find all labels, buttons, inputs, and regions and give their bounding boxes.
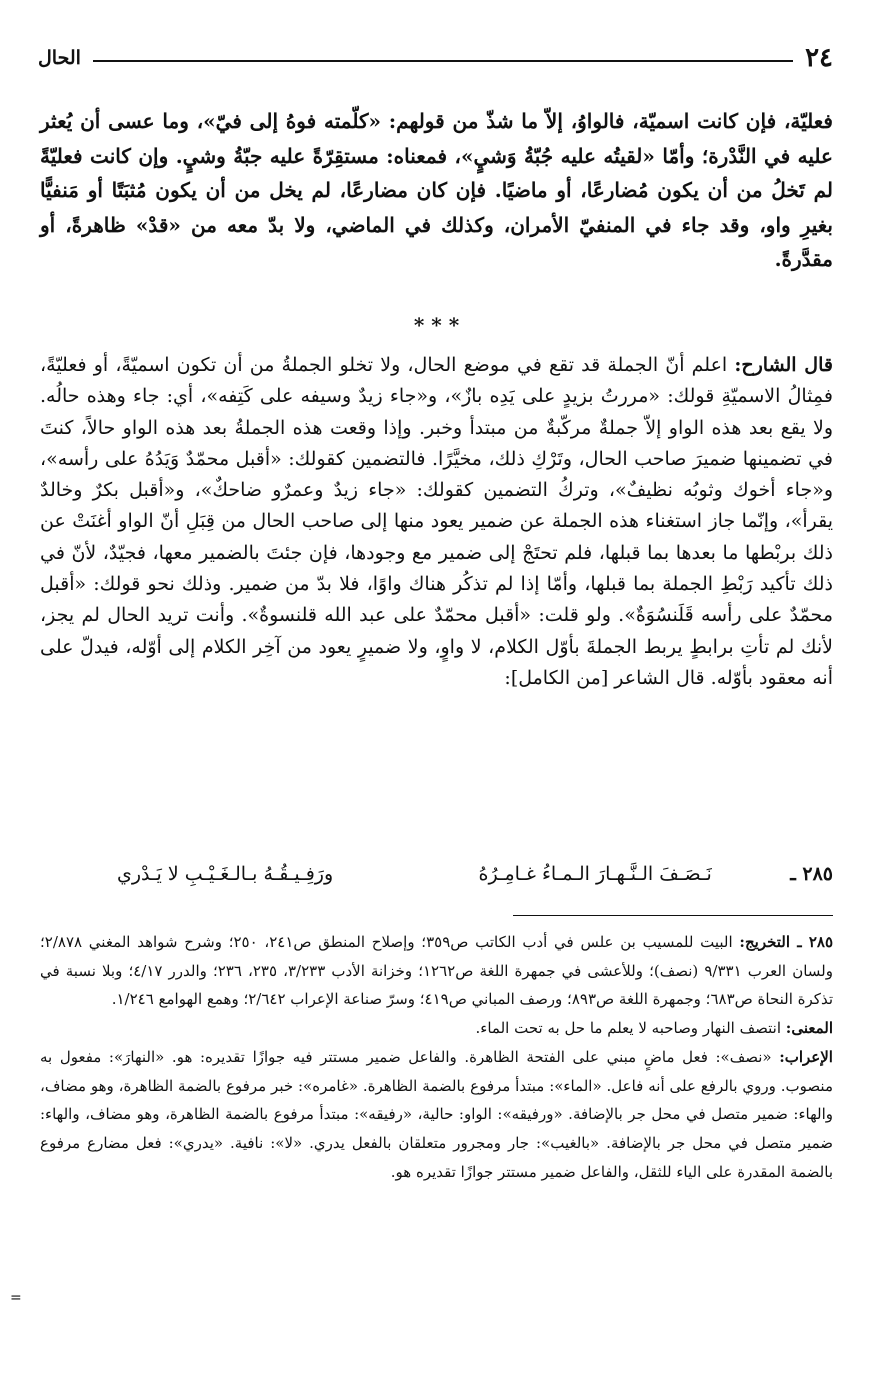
footnote-text: انتصف النهار وصاحبه لا يعلم ما حل به تحت الماء. [475,1019,781,1038]
page-number: ٢٤ [805,43,833,73]
poetry-verse [40,856,833,892]
main-text: فعليّة، فإن كانت اسميّة، فالواوُ، إلاّ ما شذّ من قولهم: «كلّمته فوهُ إلى فيّ»، وما عسى أن يُعثر عليه في النَّدْرة؛ وأمّا «لقيتُه عليه جُبّةُ وَشيٍ»، فمعناه: مستقِرّةً عليه جبّةُ وشيٍ. وإن كانت فعليّةً لم تَخلُ من أن يكون مُضارعًا، أو ماضيًا. فإن كان مضارعًا، لم يخل من أن يكون مُثبَتًا أو مَنفيًّا بغيرِ واو، وقد جاء في المنفيّ الأمران، وكذلك في الماضي، ولا بدّ معه من «قدْ» ظاهرةً، أو مقدَّرةً. [40,109,833,271]
footnote-label: الإعراب: [779,1047,833,1066]
commentary-paragraph [40,350,833,694]
footnote-label: ٢٨٥ ـ التخريج: [739,933,833,951]
verse-number: ٢٨٥ ـ [790,863,833,885]
running-title: الحال [38,47,81,69]
footnote-text: البيت للمسيب بن علس في أدب الكاتب ص٣٥٩؛ وإصلاح المنطق ص٢٤١، ٢٥٠؛ وشرح شواهد المغني ٢/٨٧٨؛ ولسان العرب ٩/٣٣١ (نصف)؛ وللأعشى في جمهرة اللغة ص١٢٦٢؛ وخزانة الأدب ٣/٢٣٣، ٢٣٥، ٢٣٦؛ والدرر ٤/١٧؛ وبلا نسبة في تذكرة النحاة ص٦٨٣؛ وجمهرة اللغة ص٨٩٣؛ ورصف المباني ص٤١٩؛ وسرّ صناعة الإعراب ٢/٦٤٢؛ وهمع الهوامع ١/٢٤٦. [40,933,833,1009]
footnote-divider [513,915,833,916]
footnote-irab [40,1043,833,1187]
footnotes [40,928,833,1186]
header-rule [93,60,793,62]
commentary-speaker: قال الشارح: [734,354,833,376]
verse-hemistich-first: نَـصَـفَ الـنَّـهـارَ الـمـاءُ غـامِـرُهُ [478,863,712,885]
margin-mark: = [10,1290,22,1306]
section-separator: * * * [413,313,460,337]
footnote-label: المعنى: [785,1019,833,1038]
footnote-takhrij [40,928,833,1014]
footnote-meaning [40,1014,833,1043]
footnote-text: «نصف»: فعل ماضٍ مبني على الفتحة الظاهرة. والفاعل ضمير مستتر فيه جوازًا تقديره: هو. «النهارَ»: مفعول به منصوب. وروي بالرفع على أنه فاعل. «الماء»: مبتدأ مرفوع بالضمة الظاهرة. «غامره»: خبر مرفوع بالضمة الظاهرة، وهو مضاف، والهاء: ضمير متصل في محل جر بالإضافة. «ورفيقه»: الواو: حالية، «رفيقه»: مبتدأ مرفوع بالضمة الظاهرة، وهو مضاف، والهاء: ضمير متصل في محل جر بالإضافة. «بالغيب»: جار ومجرور متعلقان بالفعل يدري. «لا»: نافية. «يدري»: فعل مضارع مرفوع بالضمة المقدرة على الياء للثقل، والفاعل ضمير مستتر جوازًا تقديره هو. [40,1047,833,1181]
commentary-text: اعلم أنّ الجملة قد تقع في موضع الحال، ولا تخلو الجملةُ من أن تكون اسميّةً، أو فعليّةً، فمِثالُ الاسميّةِ قولك: «مررتُ بزيدٍ على يَدِه بازٌ»، و«جاء زيدٌ وسيفه على كَتِفه»، أي: جاء وهذه حالُه. ولا يقع بعد هذه الواو إلاّ جملةٌ مركّبةٌ من مبتدأ وخبر. وإذا وقعت هذه الجملةُ بعد هذه الواو حالاً، كنتَ في تضمينها ضميرَ صاحب الحال، وتَرْكِ ذلك، مخيَّرًا. فالتضمين كقولك: «أقبل محمّدٌ وَيَدُهُ على رأسه»، و«جاء أخوك وثوبُه نظيفٌ»، وتركُ التضمين كقولك: «جاء زيدٌ وعمرٌو ضاحكٌ»، و«أقبل بكرٌ وخالدٌ يقرأ»، وإنّما جاز استغناء هذه الجملة عن ضمير يعود منها إلى صاحب الحال من قِبَلِ أنّ الواو أغنَتْ عن ذلك بربْطها ما بعدها بما قبلها، فلم تحتَجْ إلى ضمير مع وجودها، فإن جئتَ بالضمير معها، فجيّدٌ، لأنّ في ذلك تأكيد رَبْطِ الجملة بما قبلها، وأمّا إذا لم تذكُر هناك واوًا، فلا بدّ من ضمير. وذلك نحو قولك: «أقبل محمّدٌ على رأسه قَلَنسُوَةٌ». ولو قلت: «أقبل محمّدٌ على عبد الله قلنسوةٌ». وأنت تريد الحال لم يجز، لأنك لم تأتِ برابطٍ يربط الجملةَ بأوّل الكلام، لا واوٍ، ولا ضميرٍ يعود من آخِر الكلام إلى أوّله، فيدلّ على أنه معقود بأوّله. قال الشاعر [من الكامل]: [40,354,833,689]
page-header [38,40,833,76]
verse-hemistich-second: ورَفِـيـقُـهُ بـالـغَـيْـبِ لا يَـدْري [116,863,334,885]
